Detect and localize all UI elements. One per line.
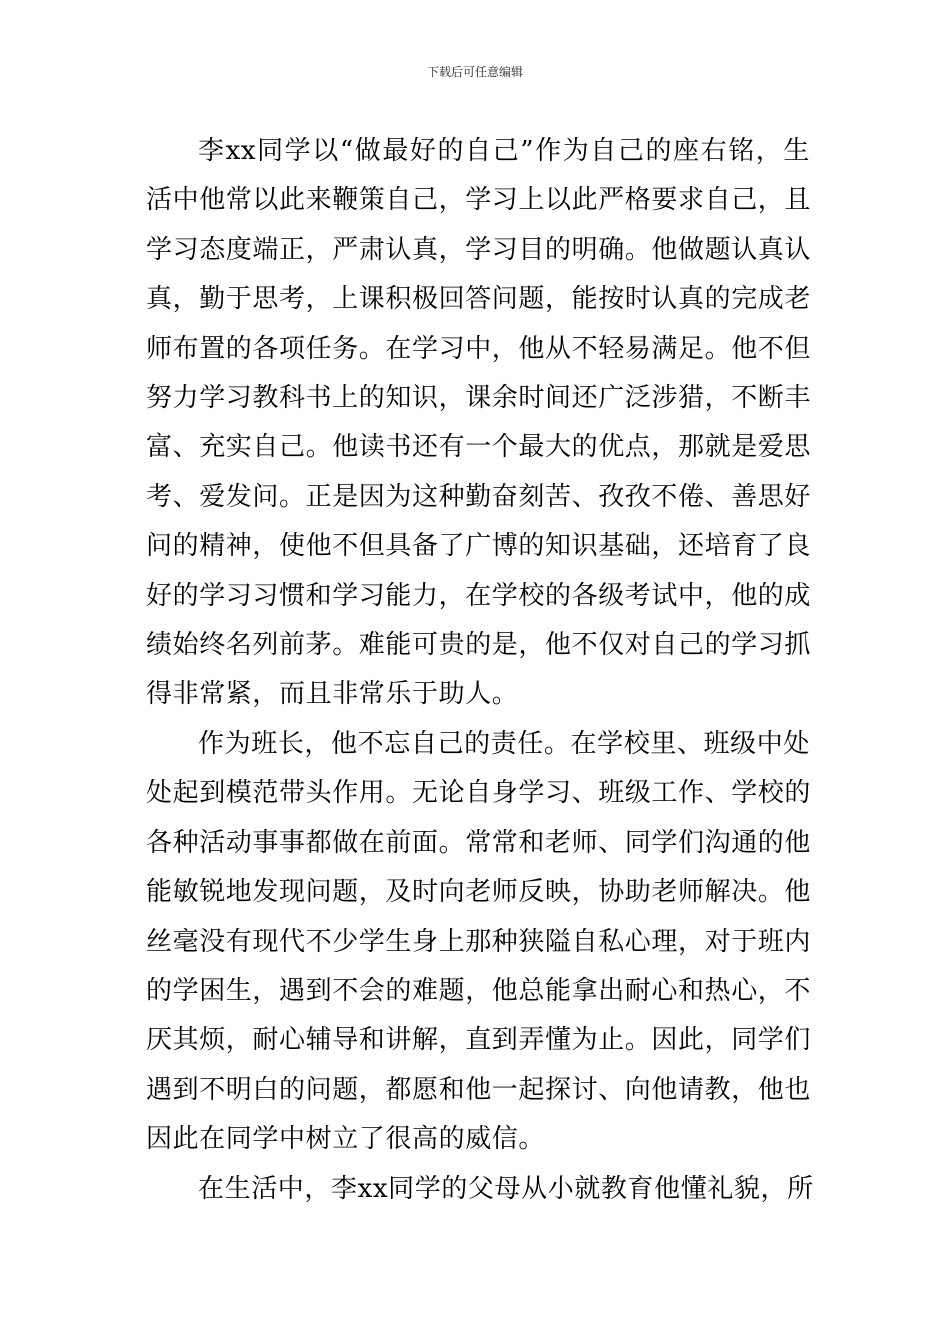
text-line: 丝毫没有现代不少学生身上那种狭隘自私心理，对于班内	[146, 926, 812, 957]
text-line: 的学困生，遇到不会的难题，他总能拿出耐心和热心，不	[146, 975, 812, 1006]
text-line: 处起到模范带头作用。无论自身学习、班级工作、学校的	[146, 778, 812, 809]
paragraph	[146, 127, 810, 720]
text-line: 作为班长，他不忘自己的责任。在学校里、班级中处	[198, 728, 810, 759]
text-line: 师布置的各项任务。在学习中，他从不轻易满足。他不但	[146, 333, 812, 364]
document-body	[146, 127, 814, 1214]
text-line: 遇到不明白的问题，都愿和他一起探讨、向他请教，他也	[146, 1074, 812, 1105]
text-line: 学习态度端正，严肃认真，学习目的明确。他做题认真认	[146, 234, 812, 265]
page-header-note: 下载后可任意编辑	[426, 65, 523, 79]
text-line: 好的学习习惯和学习能力，在学校的各级考试中，他的成	[146, 580, 812, 611]
text-line: 李xx同学以“做最好的自己”作为自己的座右铭，生	[198, 136, 810, 166]
paragraph	[146, 720, 810, 1165]
text-line: 在生活中，李xx同学的父母从小就教育他懂礼貌，所	[198, 1173, 814, 1204]
text-line: 富、充实自己。他读书还有一个最大的优点，那就是爱思	[146, 432, 812, 463]
text-line: 活中他常以此来鞭策自己，学习上以此严格要求自己，且	[146, 185, 812, 216]
text-line: 得非常紧，而且非常乐于助人。	[146, 679, 519, 710]
text-line: 真，勤于思考，上课积极回答问题，能按时认真的完成老	[146, 284, 812, 315]
paragraph	[146, 1165, 814, 1214]
text-line: 各种活动事事都做在前面。常常和老师、同学们沟通的他	[146, 827, 812, 858]
text-line: 考、爱发问。正是因为这种勤奋刻苦、孜孜不倦、善思好	[146, 481, 812, 512]
text-line: 努力学习教科书上的知识，课余时间还广泛涉猎，不断丰	[146, 383, 812, 414]
text-line: 厌其烦，耐心辅导和讲解，直到弄懂为止。因此，同学们	[146, 1025, 812, 1056]
text-line: 绩始终名列前茅。难能可贵的是，他不仅对自己的学习抓	[146, 630, 812, 661]
text-line: 能敏锐地发现问题，及时向老师反映，协助老师解决。他	[146, 877, 812, 908]
text-line: 问的精神，使他不但具备了广博的知识基础，还培育了良	[146, 531, 812, 562]
text-line: 因此在同学中树立了很高的威信。	[146, 1124, 546, 1155]
